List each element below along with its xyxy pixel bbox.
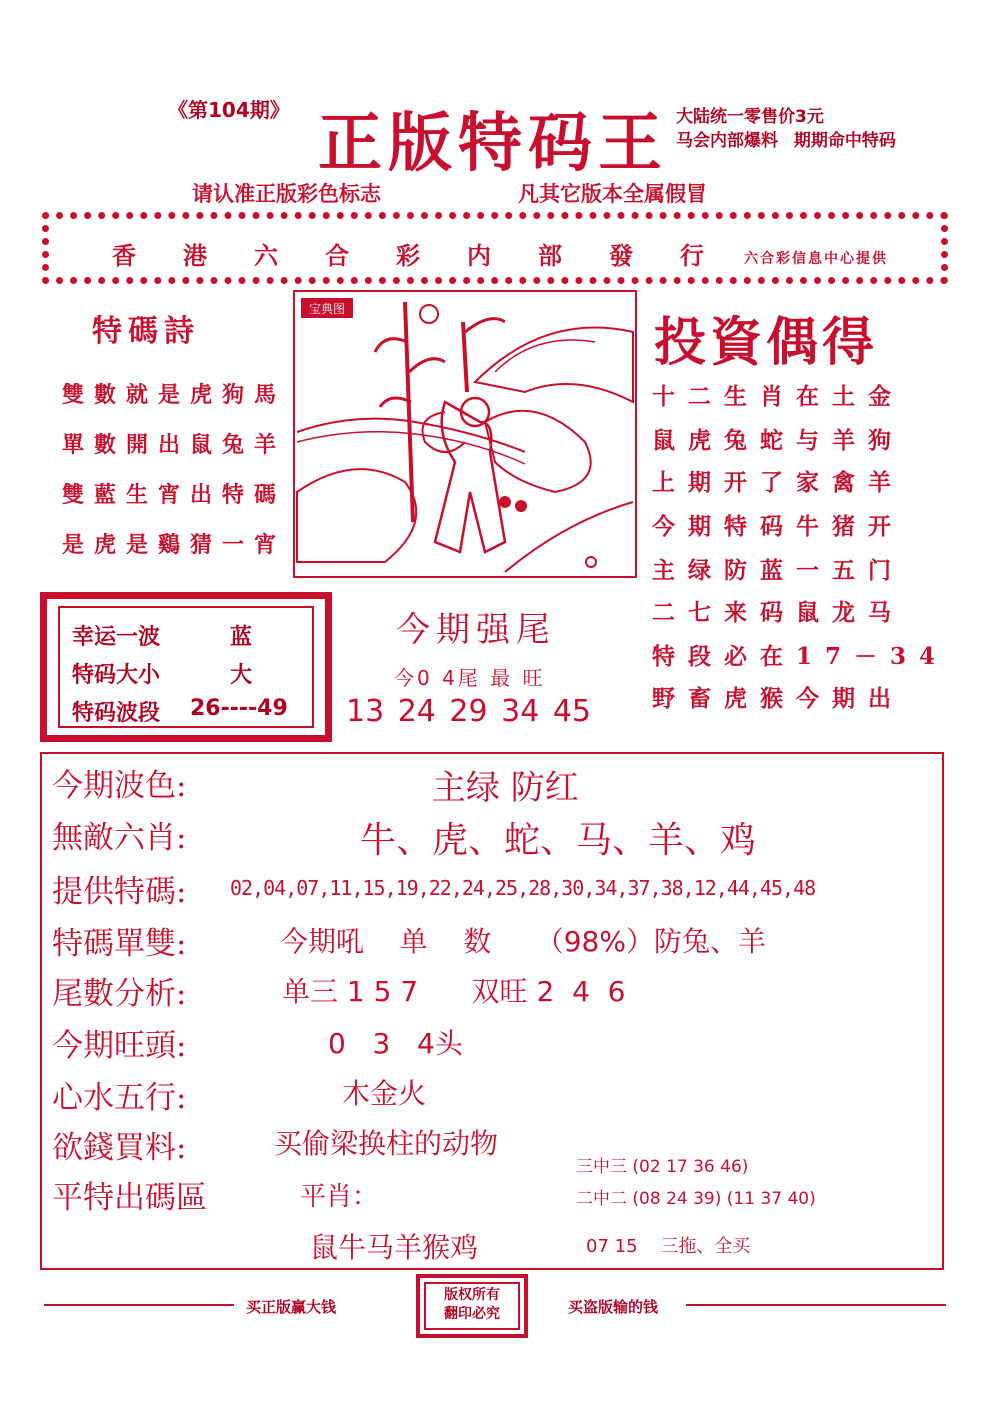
authenticity-note-left: 请认准正版彩色标志 [192, 182, 381, 206]
three-hit-numbers: 三中三 (02 17 36 46) [576, 1157, 749, 1177]
row-label-special-numbers: 提供特碼: [52, 874, 187, 910]
copyright-line: 版权所有 [444, 1287, 500, 1303]
footer-left-slogan: 买正版赢大钱 [246, 1298, 337, 1316]
invest-line: 上期开了家禽羊 [652, 469, 904, 496]
illustration-image [295, 292, 635, 576]
row-value-odd-even: 今期吼 单 数 （98%）防兔、羊 [280, 925, 766, 958]
banner-title: 香港六合彩内部發行 [112, 241, 751, 270]
lucky-label: 特码大小 [72, 663, 161, 688]
row-label-wave-color: 今期波色: [52, 768, 187, 804]
poem-line: 雙數就是虎狗馬 [62, 382, 287, 408]
illustration-frame [293, 290, 637, 578]
row-value-special-numbers: 02,04,07,11,15,19,22,24,25,28,30,34,37,38,12,44,45,48 [230, 876, 816, 900]
banner-provider: 六合彩信息中心提供 [744, 251, 888, 267]
lucky-label: 幸运一波 [72, 625, 161, 650]
invest-line: 特段必在17－34 [652, 643, 949, 670]
row-label-buy-info: 欲錢買料: [52, 1130, 187, 1166]
lucky-value: 大 [230, 663, 253, 688]
row-value-hot-head: 0 3 4头 [328, 1027, 463, 1060]
invest-line: 今期特码牛猪开 [652, 513, 904, 540]
issue-number: 《第104期》 [168, 98, 290, 122]
invest-title: 投資偶得 [654, 312, 879, 373]
lucky-value: 26----49 [190, 696, 288, 721]
row-value-wave-color: 主绿 防红 [432, 768, 579, 808]
drag-numbers: 07 15 三拖、全买 [586, 1236, 751, 1257]
authenticity-note-right: 凡其它版本全属假冒 [518, 182, 707, 206]
row-value-buy-info: 买偷梁换柱的动物 [274, 1127, 499, 1160]
lucky-value: 蓝 [230, 625, 253, 650]
poem-line: 雙藍生宵出特碼 [62, 482, 287, 508]
copyright-notice [432, 1286, 512, 1324]
two-hit-numbers: 二中二 (08 24 39) (11 37 40) [576, 1189, 816, 1209]
row-label-flat-zone: 平特出碼區 [52, 1180, 207, 1216]
page-title: 正版特码王 [318, 106, 668, 181]
strong-tail-title: 今期强尾 [396, 610, 556, 650]
row-label-hot-head: 今期旺頭: [52, 1028, 187, 1064]
invest-line: 野畜虎猴今期出 [652, 685, 904, 712]
row-value-tail-analysis: 单三 1 5 7 双旺 2 4 6 [282, 975, 626, 1008]
poem-title: 特碼詩 [92, 314, 200, 349]
flat-zodiac-list: 鼠牛马羊猴鸡 [310, 1231, 479, 1264]
strong-tail-subtitle: 今0 4尾 最 旺 [394, 666, 546, 690]
poem-line: 單數開出鼠兔羊 [62, 432, 287, 458]
lucky-label: 特码波段 [72, 701, 161, 726]
row-value-flat-zodiac-label: 平肖： [300, 1182, 379, 1212]
lucky-row [72, 696, 288, 727]
copyright-line: 翻印必究 [444, 1306, 500, 1322]
footer-right-slogan: 买盗版输的钱 [568, 1298, 659, 1316]
row-label-six-zodiac: 無敵六肖: [52, 820, 187, 856]
lucky-row [72, 620, 253, 651]
retail-price: 大陆统一零售价3元 [676, 107, 824, 127]
row-label-odd-even: 特碼單雙: [52, 926, 187, 962]
footer-divider-left [44, 1304, 234, 1306]
footer-divider-right [686, 1304, 946, 1306]
row-value-six-zodiac: 牛、虎、蛇、马、羊、鸡 [360, 820, 757, 861]
invest-line: 十二生肖在土金 [652, 383, 904, 410]
row-label-five-elements: 心水五行: [52, 1080, 187, 1116]
row-value-five-elements: 木金火 [342, 1077, 427, 1110]
invest-line: 二七来码鼠龙马 [652, 599, 904, 626]
poem-line: 是虎是鷄猜一宵 [62, 532, 287, 558]
strong-tail-numbers: 13 24 29 34 45 [346, 694, 592, 729]
row-label-tail-analysis: 尾數分析: [52, 976, 187, 1012]
lucky-row [72, 658, 253, 689]
illustration-stamp: 宝典图 [308, 302, 346, 316]
header-slogan: 马会内部爆料 期期命中特码 [676, 131, 896, 151]
invest-line: 主绿防蓝一五门 [652, 557, 904, 584]
invest-line: 鼠虎兔蛇与羊狗 [652, 427, 904, 454]
